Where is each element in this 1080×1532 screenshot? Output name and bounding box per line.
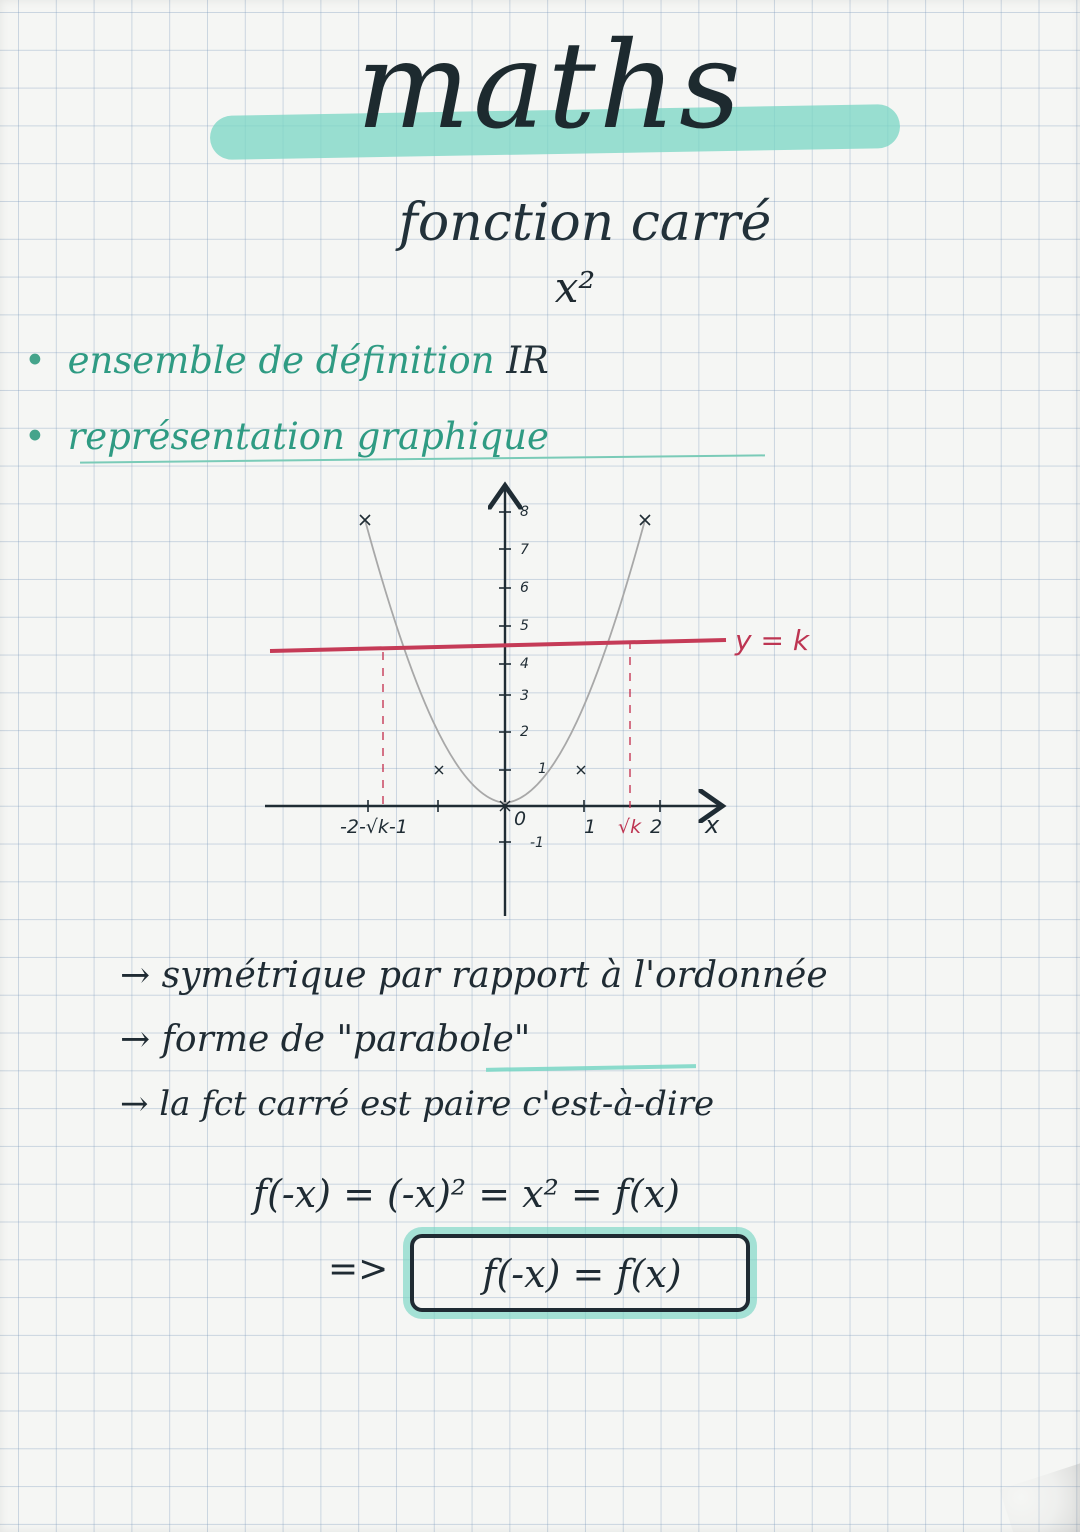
y-tick-label-7: 7 (520, 542, 529, 558)
x-zero-tick-label: 0 (514, 808, 527, 830)
page-curl-shadow (999, 1462, 1080, 1532)
x-one-tick-label: 1 (584, 816, 597, 838)
notes-section (120, 948, 1050, 1278)
bullet-dot: • (24, 339, 46, 382)
parabola-graph (250, 470, 870, 930)
line-label: y = k (735, 624, 810, 657)
horizontal-line-y-equals-k (270, 640, 726, 651)
x-left-tick-labels: -2-√k-1 (340, 816, 408, 838)
y-tick-label-2: 2 (520, 724, 529, 740)
page-title: maths (356, 17, 744, 156)
y-tick-label-3: 3 (520, 688, 529, 704)
graph-text: représentation graphique (67, 415, 549, 458)
y-tick-label-4: 4 (520, 656, 529, 672)
highlighted-result-box (410, 1234, 750, 1312)
even-function-equation: f(-x) = (-x)² = x² = f(x) (253, 1172, 680, 1216)
note-even-function: → la fct carré est paire c'est-à-dire (120, 1084, 715, 1124)
highlighted-result-text: f(-x) = f(x) (482, 1252, 682, 1296)
y-tick-label-8: 8 (520, 504, 529, 520)
definition-domain: IR (506, 339, 549, 382)
x-sqrtk-tick-label: √k (618, 816, 642, 838)
y-tick-label-1: 1 (538, 761, 547, 777)
definition-text: ensemble de définition (67, 339, 495, 382)
page-subtitle: fonction carré (398, 193, 772, 253)
y-tick-label-6: 6 (520, 580, 529, 596)
note-parabola: → forme de "parabole" (120, 1019, 531, 1060)
x-axis-label: x (705, 811, 720, 839)
result-arrow: => (328, 1249, 389, 1290)
definition-bullet (24, 336, 784, 386)
parabola-svg (250, 470, 870, 930)
y-tick-label-negative-1: -1 (530, 835, 544, 851)
y-tick-label-5: 5 (520, 618, 529, 634)
bullet-dot: • (24, 415, 46, 458)
function-formula: x² (554, 263, 596, 312)
x-two-tick-label: 2 (650, 816, 663, 838)
note-symmetry: → symétrique par rapport à l'ordonnée (120, 955, 828, 996)
